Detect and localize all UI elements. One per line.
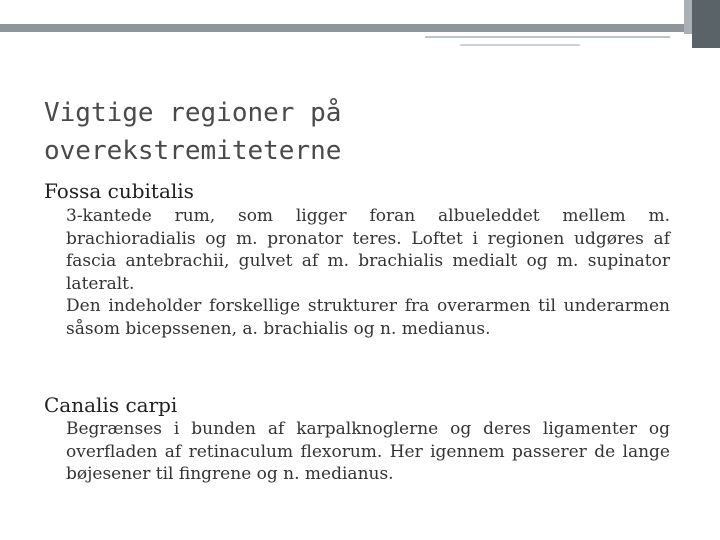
top-bar-stripe [0, 24, 720, 32]
slide-title-line2: overekstremiteterne [44, 136, 342, 166]
decorative-line [460, 44, 580, 46]
section-paragraph: Begrænses i bunden af karpalknoglerne og deres ligamenter og overfladen af retinaculum flexorum. Her igennem passerer de lange bøjesener til fingrene og n. medianus. [66, 419, 670, 484]
top-bar [0, 0, 720, 24]
section-heading-fossa-cubitalis: Fossa cubitalis [44, 179, 194, 203]
section-heading-canalis-carpi: Canalis carpi [44, 393, 178, 417]
section-paragraph: Den indeholder forskellige strukturer fra overarmen til underarmen såsom bicepssenen, a. brachialis og n. medianus. [66, 296, 670, 339]
section-paragraph: 3-kantede rum, som ligger foran albueleddet mellem m. brachioradialis og m. pronator teres. Loftet i regionen udgøres af fascia antebrachii, gulvet af m. brachialis medialt og m. supinator lateralt. [66, 206, 670, 294]
slide-title [44, 94, 644, 170]
corner-accent [692, 0, 720, 48]
slide-title-line1: Vigtige regioner på [44, 98, 342, 128]
corner-accent-light [684, 0, 692, 34]
decorative-line [425, 36, 670, 38]
